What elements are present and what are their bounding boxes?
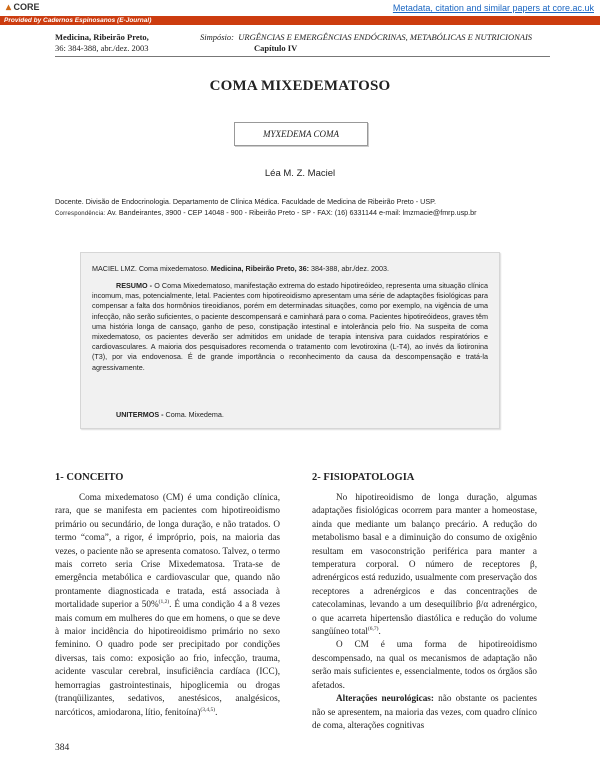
abstract-text <box>92 281 488 373</box>
simposio-label: Simpósio: <box>200 32 234 42</box>
journal-header <box>55 32 149 54</box>
section-conceito-title: 1- CONCEITO <box>55 472 124 483</box>
conceito-text-1: Coma mixedematoso (CM) é uma condição clínica, rara, que se manifesta em pacientes com hipotireoidismo primário ou secundário, de longa duração, e não tratados. O termo “coma”, a rigor, é impróprio, pois, na maioria das vezes, o paciente não se apresenta comatoso. Talvez, o termo mais correto seria Crise Mixedematosa. Trata-se de emergência metabólica e cardiovascular que, quando não prontamente diagnosticada e tratada, está associada à mortalidade superior a 50% <box>55 492 280 610</box>
provided-by-text[interactable]: Provided by Cadernos Espinosanos (E-Journal) <box>4 17 152 24</box>
section-fisiopatologia-title: 2- FISIOPATOLOGIA <box>312 472 415 483</box>
core-logo-icon: ▴ <box>6 2 12 13</box>
core-metadata-link[interactable]: Metadata, citation and similar papers at core.ac.uk <box>392 3 594 13</box>
resumo-text: O Coma Mixedematoso, manifestação extrema do estado hipotireóideo, representa uma situação clínica incomum, mas, potencialmente, letal. Pacientes com hipotireoidismo apresentam uma série de adaptações fisiológicas para compensar a falta dos hormônios tireoidianos, porém em determinadas situações, como por exemplo, na vigência de uma infecção, não serão suficientes, o paciente descompensará e caminhará para o coma. Pacientes hipotireóideos, graves têm uma história longa de cansaço, ganho de peso, constipação intestinal e intolerância pelo frio. Na suspeita de coma mixedematoso, os pacientes deverão ser admitidos em unidade de terapia intensiva para cuidados respiratórios e cardiovasculares. A maioria dos pesquisadores recomenda o tratamento com levotiroxina (L-T4), ao invés da liotironina (T3), por via endovenosa. É de grande importância o reconhecimento da causa da descompensação e tratá-la agressivamente. <box>92 281 489 372</box>
citation-prefix: MACIEL LMZ. Coma mixedematoso. <box>92 264 209 273</box>
unitermos-text: Coma. Mixedema. <box>165 410 224 419</box>
page-number: 384 <box>55 743 70 753</box>
citation-journal: Medicina, Ribeirão Preto, 36: <box>210 264 310 273</box>
fisio-paragraph-1 <box>312 491 537 638</box>
keywords <box>92 410 224 419</box>
correspondence-line <box>55 207 555 220</box>
conceito-text-3: . <box>215 706 218 717</box>
affiliation <box>55 196 555 220</box>
neuro-text: não obstante os pacientes não se apresentem, na maioria das vezes, com quadro clínico de coma, alterações cognitivas <box>312 693 538 730</box>
core-logo-text: CORE <box>13 2 40 12</box>
section-conceito-body <box>55 491 280 719</box>
correspondence-label: Correspondência: <box>55 211 106 217</box>
simposio-title: URGÊNCIAS E EMERGÊNCIAS ENDÓCRINAS, METABÓLICAS E NUTRICIONAIS <box>238 32 533 42</box>
fisio-paragraph-2: O CM é uma forma de hipotireoidismo descompensado, na qual os mecanismos de adaptação não serão mais suficientes e, essencialmente, todos os órgãos são afetados. <box>312 639 537 690</box>
fisio-ref-1: (6,7) <box>367 626 379 632</box>
section-fisiopatologia-body <box>312 491 537 732</box>
core-logo[interactable] <box>6 2 40 13</box>
header-divider <box>55 56 550 57</box>
neuro-label: Alterações neurológicas: <box>336 693 434 704</box>
conceito-ref-1: (1,2) <box>158 599 170 606</box>
unitermos-label: UNITERMOS - <box>116 410 164 419</box>
conceito-paragraph <box>55 491 280 719</box>
article-subtitle: MYXEDEMA COMA <box>234 122 368 146</box>
correspondence-text: Av. Bandeirantes, 3900 - CEP 14048 - 900 - Ribeirão Preto - SP - FAX: (16) 6331144 e-mail: lmzmacie@fmrp.usp.br <box>107 208 477 217</box>
citation-suffix: 384-388, abr./dez. 2003. <box>311 264 389 273</box>
conceito-text-2: . É uma condição 4 a 8 vezes mais comum em mulheres do que em homens, o que se deve à maior incidência do hipotireoidismo primário no sexo feminino. O quadro pode ser precipitado por condições diversas, tais como: exposição ao frio, infecção, trauma, acidente vascular cerebral, insuficiência cardíaca (ICC), hemorragias gastrointestinais, hipoglicemia ou drogas (tranqüilizantes, sedativos, anestésicos, analgésicos, narcóticos, amiodarona, lítio, fenitoína) <box>55 599 281 717</box>
fisio-text-1b: . <box>378 626 381 637</box>
affiliation-line: Docente. Divisão de Endocrinologia. Departamento de Clínica Médica. Faculdade de Medicina de Ribeirão Preto - USP. <box>55 197 437 206</box>
chapter-label: Capítulo IV <box>254 43 298 53</box>
fisio-text-1: No hipotireoidismo de longa duração, algumas adaptações fisiológicas ocorrem para manter a homeostase, ainda que mediante um balanço precário. A redução do metabolismo basal e a diminuição do consumo de oxigênio resultam em vasoconstrição periférica para manter a temperatura corporal. O número de receptores β, adrenérgicos está reduzido, usualmente com preservação dos receptores a adrenérgicos e das concentrações de catecolaminas, levando a um desequilíbrio β/α adrenérgico, o que acarreta hipertensão diastólica e redução do volume sangüíneo total <box>312 492 537 637</box>
author-name: Léa M. Z. Maciel <box>264 168 336 179</box>
provided-by-bar <box>0 16 600 25</box>
article-title: COMA MIXEDEMATOSO <box>209 78 391 94</box>
journal-name: Medicina, Ribeirão Preto, <box>55 32 149 42</box>
abstract-citation <box>92 264 492 273</box>
fisio-paragraph-3 <box>312 692 537 732</box>
journal-volume: 36: 384-388, abr./dez. 2003 <box>55 43 149 53</box>
simposio-header <box>200 32 532 54</box>
conceito-ref-2: (3,4,5) <box>200 706 216 713</box>
resumo-label: RESUMO - <box>116 281 153 290</box>
